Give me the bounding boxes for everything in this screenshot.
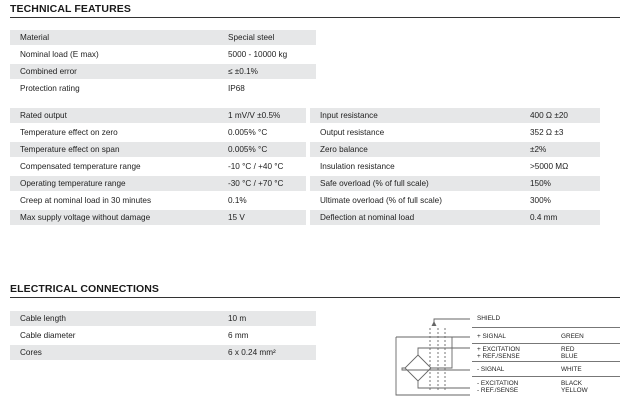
row-label-2: Ultimate overload (% of full scale) (310, 192, 520, 209)
wire-row-divider (472, 343, 620, 344)
wire-color-label: WHITE (561, 366, 582, 373)
wire-color-label: RED BLUE (561, 346, 578, 360)
row-label-2: Deflection at nominal load (310, 209, 520, 226)
row-label: Protection rating (10, 80, 218, 97)
row-label: Max supply voltage without damage (10, 209, 218, 226)
row-label: Combined error (10, 63, 218, 80)
row-value: 6 mm (218, 327, 316, 344)
shield-wire (434, 319, 470, 324)
shield-arrow-icon (432, 321, 437, 326)
row-value-2: 400 Ω ±20 (520, 108, 600, 124)
wire-row-divider (472, 327, 620, 328)
technical-features-title: TECHNICAL FEATURES (10, 3, 131, 15)
wire-signal-label: + SIGNAL (477, 333, 506, 340)
row-value: 15 V (218, 209, 306, 226)
row-label: Temperature effect on span (10, 141, 218, 158)
row-label-2: Input resistance (310, 108, 520, 124)
row-label: Nominal load (E max) (10, 46, 218, 63)
row-value-2: ±2% (520, 141, 600, 158)
row-value: 1 mV/V ±0.5% (218, 108, 306, 124)
bridge-diamond-icon (405, 355, 431, 381)
row-label: Cable length (10, 311, 218, 327)
row-value: 0.005% °C (218, 141, 306, 158)
excitation-plus-wire (418, 348, 470, 355)
electrical-connections-title: ELECTRICAL CONNECTIONS (10, 283, 160, 295)
row-value: 10 m (218, 311, 316, 327)
wire-color-label: GREEN (561, 333, 584, 340)
row-value: 5000 - 10000 kg (218, 46, 316, 63)
row-label: Material (10, 30, 218, 46)
row-label-2: Zero balance (310, 141, 520, 158)
wire-row-divider (472, 361, 620, 362)
excitation-minus-wire (418, 381, 470, 388)
row-label: Cable diameter (10, 327, 218, 344)
wire-signal-label: + EXCITATION + REF./SENSE (477, 346, 520, 360)
row-value: Special steel (218, 30, 316, 46)
row-label-2: Insulation resistance (310, 158, 520, 175)
wire-signal-label: SHIELD (477, 315, 501, 322)
row-value: -30 °C / +70 °C (218, 175, 306, 192)
row-label: Creep at nominal load in 30 minutes (10, 192, 218, 209)
row-value-2: 352 Ω ±3 (520, 124, 600, 141)
row-label: Temperature effect on zero (10, 124, 218, 141)
row-value-2: 300% (520, 192, 600, 209)
row-label: Rated output (10, 108, 218, 124)
row-value: -10 °C / +40 °C (218, 158, 306, 175)
wire-row-divider (472, 376, 620, 377)
signal-plus-wire (431, 337, 452, 368)
row-label: Compensated temperature range (10, 158, 218, 175)
row-value: 0.1% (218, 192, 306, 209)
row-label-2: Output resistance (310, 124, 520, 141)
row-label: Operating temperature range (10, 175, 218, 192)
wire-signal-label: - EXCITATION - REF./SENSE (477, 380, 519, 394)
wire-signal-label: - SIGNAL (477, 366, 505, 373)
row-value: 0.005% °C (218, 124, 306, 141)
row-value: 6 x 0.24 mm² (218, 344, 316, 361)
row-value: ≤ ±0.1% (218, 63, 316, 80)
row-label: Cores (10, 344, 218, 361)
row-value-2: 150% (520, 175, 600, 192)
row-value-2: >5000 MΩ (520, 158, 600, 175)
wire-color-label: BLACK YELLOW (561, 380, 588, 394)
row-label-2: Safe overload (% of full scale) (310, 175, 520, 192)
row-value: IP68 (218, 80, 316, 97)
row-value-2: 0.4 mm (520, 209, 600, 226)
